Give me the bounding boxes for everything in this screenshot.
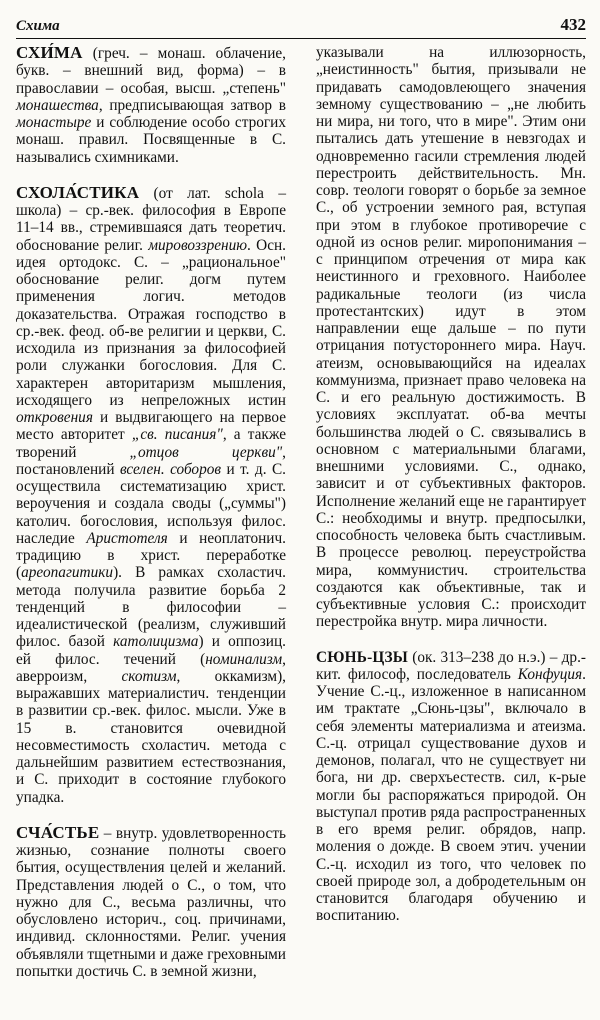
headword-xunzi: СЮНЬ-ЦЗЫ: [316, 648, 408, 666]
entry-xunzi: СЮНЬ-ЦЗЫ (ок. 313–238 до н.э.) – др.-кит. философ, последователь Конфуция. Учение С.-ц., изложенное в написанном им трактате „Сюнь-цзы", включало в себя элементы материализма и атеизма. С.-ц. отрицал существование духов и демонов, полагал, что не существует ни бога, ни др. сверхъестеств. сил, к-рые могли бы распоряжаться природой. Он выступал против ряда распространенных в его время религ. обрядов, напр. моления о дожде. В своем этич. учении С.-ц. исходил из того, что человек по своей природе зол, а добродетельным он становится благодаря обучению и воспитанию.: [316, 648, 586, 925]
right-column: [316, 44, 586, 943]
running-head: Схима: [16, 18, 60, 34]
headword-skhima: СХИ́МА: [16, 43, 83, 62]
entry-scholastika: СХОЛА́СТИКА (от лат. schola – школа) – ср.-век. философия в Европе 11–14 вв., стремившаяся дать теоретич. обоснование религ. мировоззрению. Осн. идея ортодокс. С. – „рациональное" обоснование религ. догм путем применения логич. методов доказательства. Отражая господство в ср.-век. феод. об-ве религии и церкви, С. исходила из признания за философией роли служанки богословия. Для С. характерен авторитаризм мышления, исходящего из непреложных истин откровения и выдвигающего на первое место авторитет „св. писания", а также творений „отцов церкви", постановлений вселен. соборов и т. д. С. осуществила систематизацию христ. вероучения и создала своды („суммы") католич. богословия, используя филос. наследие Аристотеля и неоплатонич. традицию в христ. переработке (ареопагитики). В рамках схоластич. метода получила развитие борьба 2 тенденций в философии – идеалистической (реализм, служивший филос. базой католицизма) и оппозиц. ей филос. течений (номинализм, аверроизм, скотизм, оккамизм), выражавших материалистич. тенденции в развитии ср.-век. филос. мысли. Уже в 15 в. становится очевидной несовместимость схоластич. метода с дальнейшим развитием естествознания, и С. приходит в состояние глубокого упадка.: [16, 182, 287, 806]
schastye-text: – внутр. удовлетворенность жизнью, сознание полноты своего бытия, осуществления целей и желаний. Представления людей о С., о том, что нужно для С., весьма различны, что обусловлено историч., соц. причинами, индивид. склонностями. Религ. учения объявляли тщетными и даже греховными попытки достичь С. в земной жизни,: [16, 824, 286, 980]
entry-skhima: СХИ́МА (греч. – монаш. облачение, букв. – внешний вид, форма) – в православии – особая, высш. „степень" монашества, предписывающая затвор в монастыре и соблюдение особо строгих монаш. правил. Посвященные в С. назывались схимниками.: [16, 43, 286, 166]
page-header: [16, 8, 586, 39]
page-number: 432: [560, 15, 586, 34]
entry-schastye-part1: [16, 824, 286, 980]
headword-schastye: СЧА́СТЬЕ: [16, 822, 100, 842]
headword-scholastika: СХОЛА́СТИКА: [16, 182, 140, 202]
left-column: [16, 44, 286, 980]
entry-schastye-part2: указывали на иллюзорность, „неистинность" бытия, призывали не придавать самодовлеющего значения земному существованию – „не любить ни мира, ни того, что в мире". Этим они пытались дать утешение в невзгодах и одновременно гасили стремления людей перестроить действительность. Мн. совр. теологи говорят о борьбе за земное С., об устроении земного рая, вступая при этом в глубокое противоречие с одной из основ религ. миропонимания – с принципом отречения от мира как неистинного и греховного. Наиболее радикальные теологи (из числа протестантских) идут в этом направлении еще дальше – по пути отрицания потустороннего мира. Науч. атеизм, основывающийся на идеалах коммунизма, признает право человека на С. и его реальную достижимость. В условиях эксплуатат. об-ва мечты большинства людей о С. связывались в основном с материальными благами, внешними условиями. С., однако, зависит и от субъективных факторов. Исполнение желаний еще не гарантирует С.: необходимы и внутр. предпосылки, способность человека быть счастливым. В процессе революц. переустройства мира, коммунистич. строительства создаются как объективные, так и субъективные условия С.: происходит перестройка внутр. мира личности.: [316, 44, 586, 631]
